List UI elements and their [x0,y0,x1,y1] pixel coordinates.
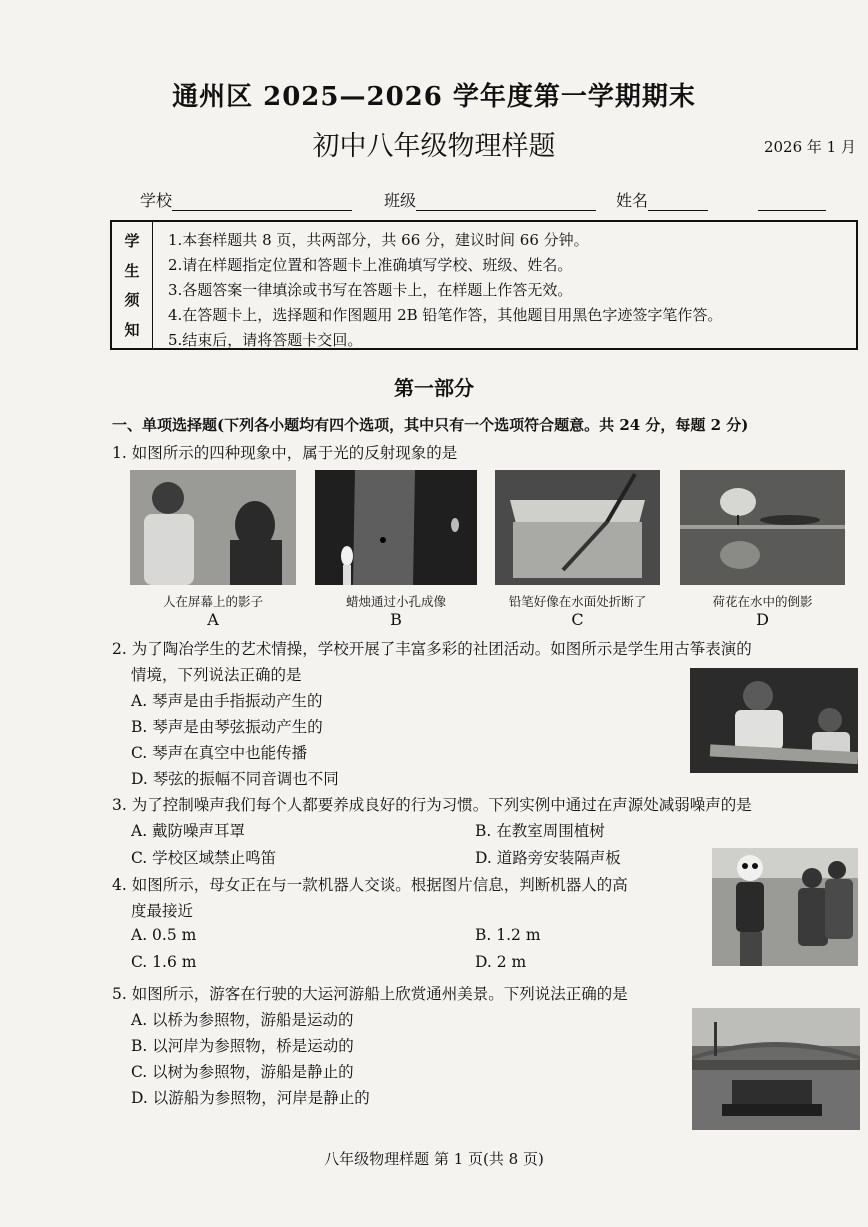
q1-image-b [315,470,477,585]
notice-list [168,228,722,353]
notice-side-char: 学 [124,232,140,251]
section-heading: 一、单项选择题(下列各小题均有四个选项，其中只有一个选项符合题意。共 24 分，每题 2 分) [112,416,749,434]
school-label: 学校 [140,191,173,210]
q4-option-c[interactable]: C. 1.6 m [131,953,197,971]
q1-option-c[interactable]: C [571,610,584,629]
q2-option-a[interactable]: A. 琴声是由手指振动产生的 [131,692,323,710]
q4-option-d[interactable]: D. 2 m [475,953,527,971]
q5-option-c[interactable]: C. 以树为参照物，游船是静止的 [131,1063,354,1081]
guzheng-photo-icon [690,668,858,773]
robot-photo-icon [712,848,858,966]
q4-stem-line1: 4. 如图所示，母女正在与一款机器人交谈。根据图片信息，判断机器人的高 [112,876,628,894]
notice-item: 3.各题答案一律填涂或书写在答题卡上，在样题上作答无效。 [168,281,573,299]
q5-option-d[interactable]: D. 以游船为参照物，河岸是静止的 [131,1089,370,1107]
name-label: 姓名 [616,191,649,210]
extra-field[interactable] [758,192,826,211]
student-notice-box [110,220,858,350]
q5-option-a[interactable]: A. 以桥为参照物，游船是运动的 [131,1011,354,1029]
exam-title-line1: 通州区 2025—2026 学年度第一学期期末 [172,82,696,112]
q2-option-d[interactable]: D. 琴弦的振幅不同音调也不同 [131,770,339,788]
q2-image [690,668,858,773]
candle-photo-icon [315,470,477,585]
notice-side-char: 知 [124,320,140,339]
q4-stem-line2: 度最接近 [131,902,194,920]
q1-stem: 1. 如图所示的四种现象中，属于光的反射现象的是 [112,444,458,462]
q2-stem-line2: 情境，下列说法正确的是 [131,666,302,684]
q1-caption-d: 荷花在水中的倒影 [712,594,813,609]
q3-option-d[interactable]: D. 道路旁安装隔声板 [475,849,621,867]
notice-item: 1.本套样题共 8 页，共两部分，共 66 分，建议时间 66 分钟。 [168,231,589,249]
notice-side-char: 须 [124,291,140,310]
lotus-reflection-photo-icon [680,470,845,585]
student-info-row [140,188,826,211]
shadow-photo-icon [130,470,296,585]
notice-item: 5.结束后，请将答题卡交回。 [168,331,363,349]
notice-side-char: 生 [124,261,140,280]
name-field[interactable] [648,192,708,211]
notice-item: 4.在答题卡上，选择题和作图题用 2B 铅笔作答，其他题目用黑色字迹签字笔作答。 [168,306,723,324]
canal-boat-photo-icon [692,1008,860,1130]
q3-option-a[interactable]: A. 戴防噪声耳罩 [131,822,246,840]
q3-option-c[interactable]: C. 学校区域禁止鸣笛 [131,849,277,867]
q2-option-c[interactable]: C. 琴声在真空中也能传播 [131,744,308,762]
q1-image-a [130,470,296,585]
q4-image [712,848,858,966]
pencil-in-water-photo-icon [495,470,660,585]
q5-stem: 5. 如图所示，游客在行驶的大运河游船上欣赏通州美景。下列说法正确的是 [112,985,628,1003]
q1-option-d[interactable]: D [756,610,769,629]
notice-side-label [112,222,153,348]
q2-option-b[interactable]: B. 琴声是由琴弦振动产生的 [131,718,323,736]
q1-image-c [495,470,660,585]
q5-image [692,1008,860,1130]
q3-stem: 3. 为了控制噪声我们每个人都要养成良好的行为习惯。下列实例中通过在声源处减弱噪声的是 [112,796,752,814]
q1-option-b[interactable]: B [390,610,402,629]
q1-option-a[interactable]: A [207,610,219,629]
section-title: 第一部分 [394,376,474,400]
q5-option-b[interactable]: B. 以河岸为参照物，桥是运动的 [131,1037,354,1055]
notice-item: 2.请在样题指定位置和答题卡上准确填写学校、班级、姓名。 [168,256,573,274]
class-label: 班级 [384,191,417,210]
q1-caption-a: 人在屏幕上的影子 [162,594,263,609]
school-field[interactable] [172,192,352,211]
class-field[interactable] [416,192,596,211]
exam-title-line2: 初中八年级物理样题 [312,131,556,162]
exam-date: 2026 年 1 月 [763,138,856,156]
q2-stem-line1: 2. 为了陶冶学生的艺术情操，学校开展了丰富多彩的社团活动。如图所示是学生用古筝表演的 [112,640,752,658]
q1-image-d [680,470,845,585]
q3-option-b[interactable]: B. 在教室周围植树 [475,822,605,840]
q1-caption-c: 铅笔好像在水面处折断了 [508,594,647,609]
page-footer: 八年级物理样题 第 1 页(共 8 页) [324,1150,544,1168]
q4-option-b[interactable]: B. 1.2 m [475,926,541,944]
q1-caption-b: 蜡烛通过小孔成像 [345,594,446,609]
q4-option-a[interactable]: A. 0.5 m [131,926,197,944]
